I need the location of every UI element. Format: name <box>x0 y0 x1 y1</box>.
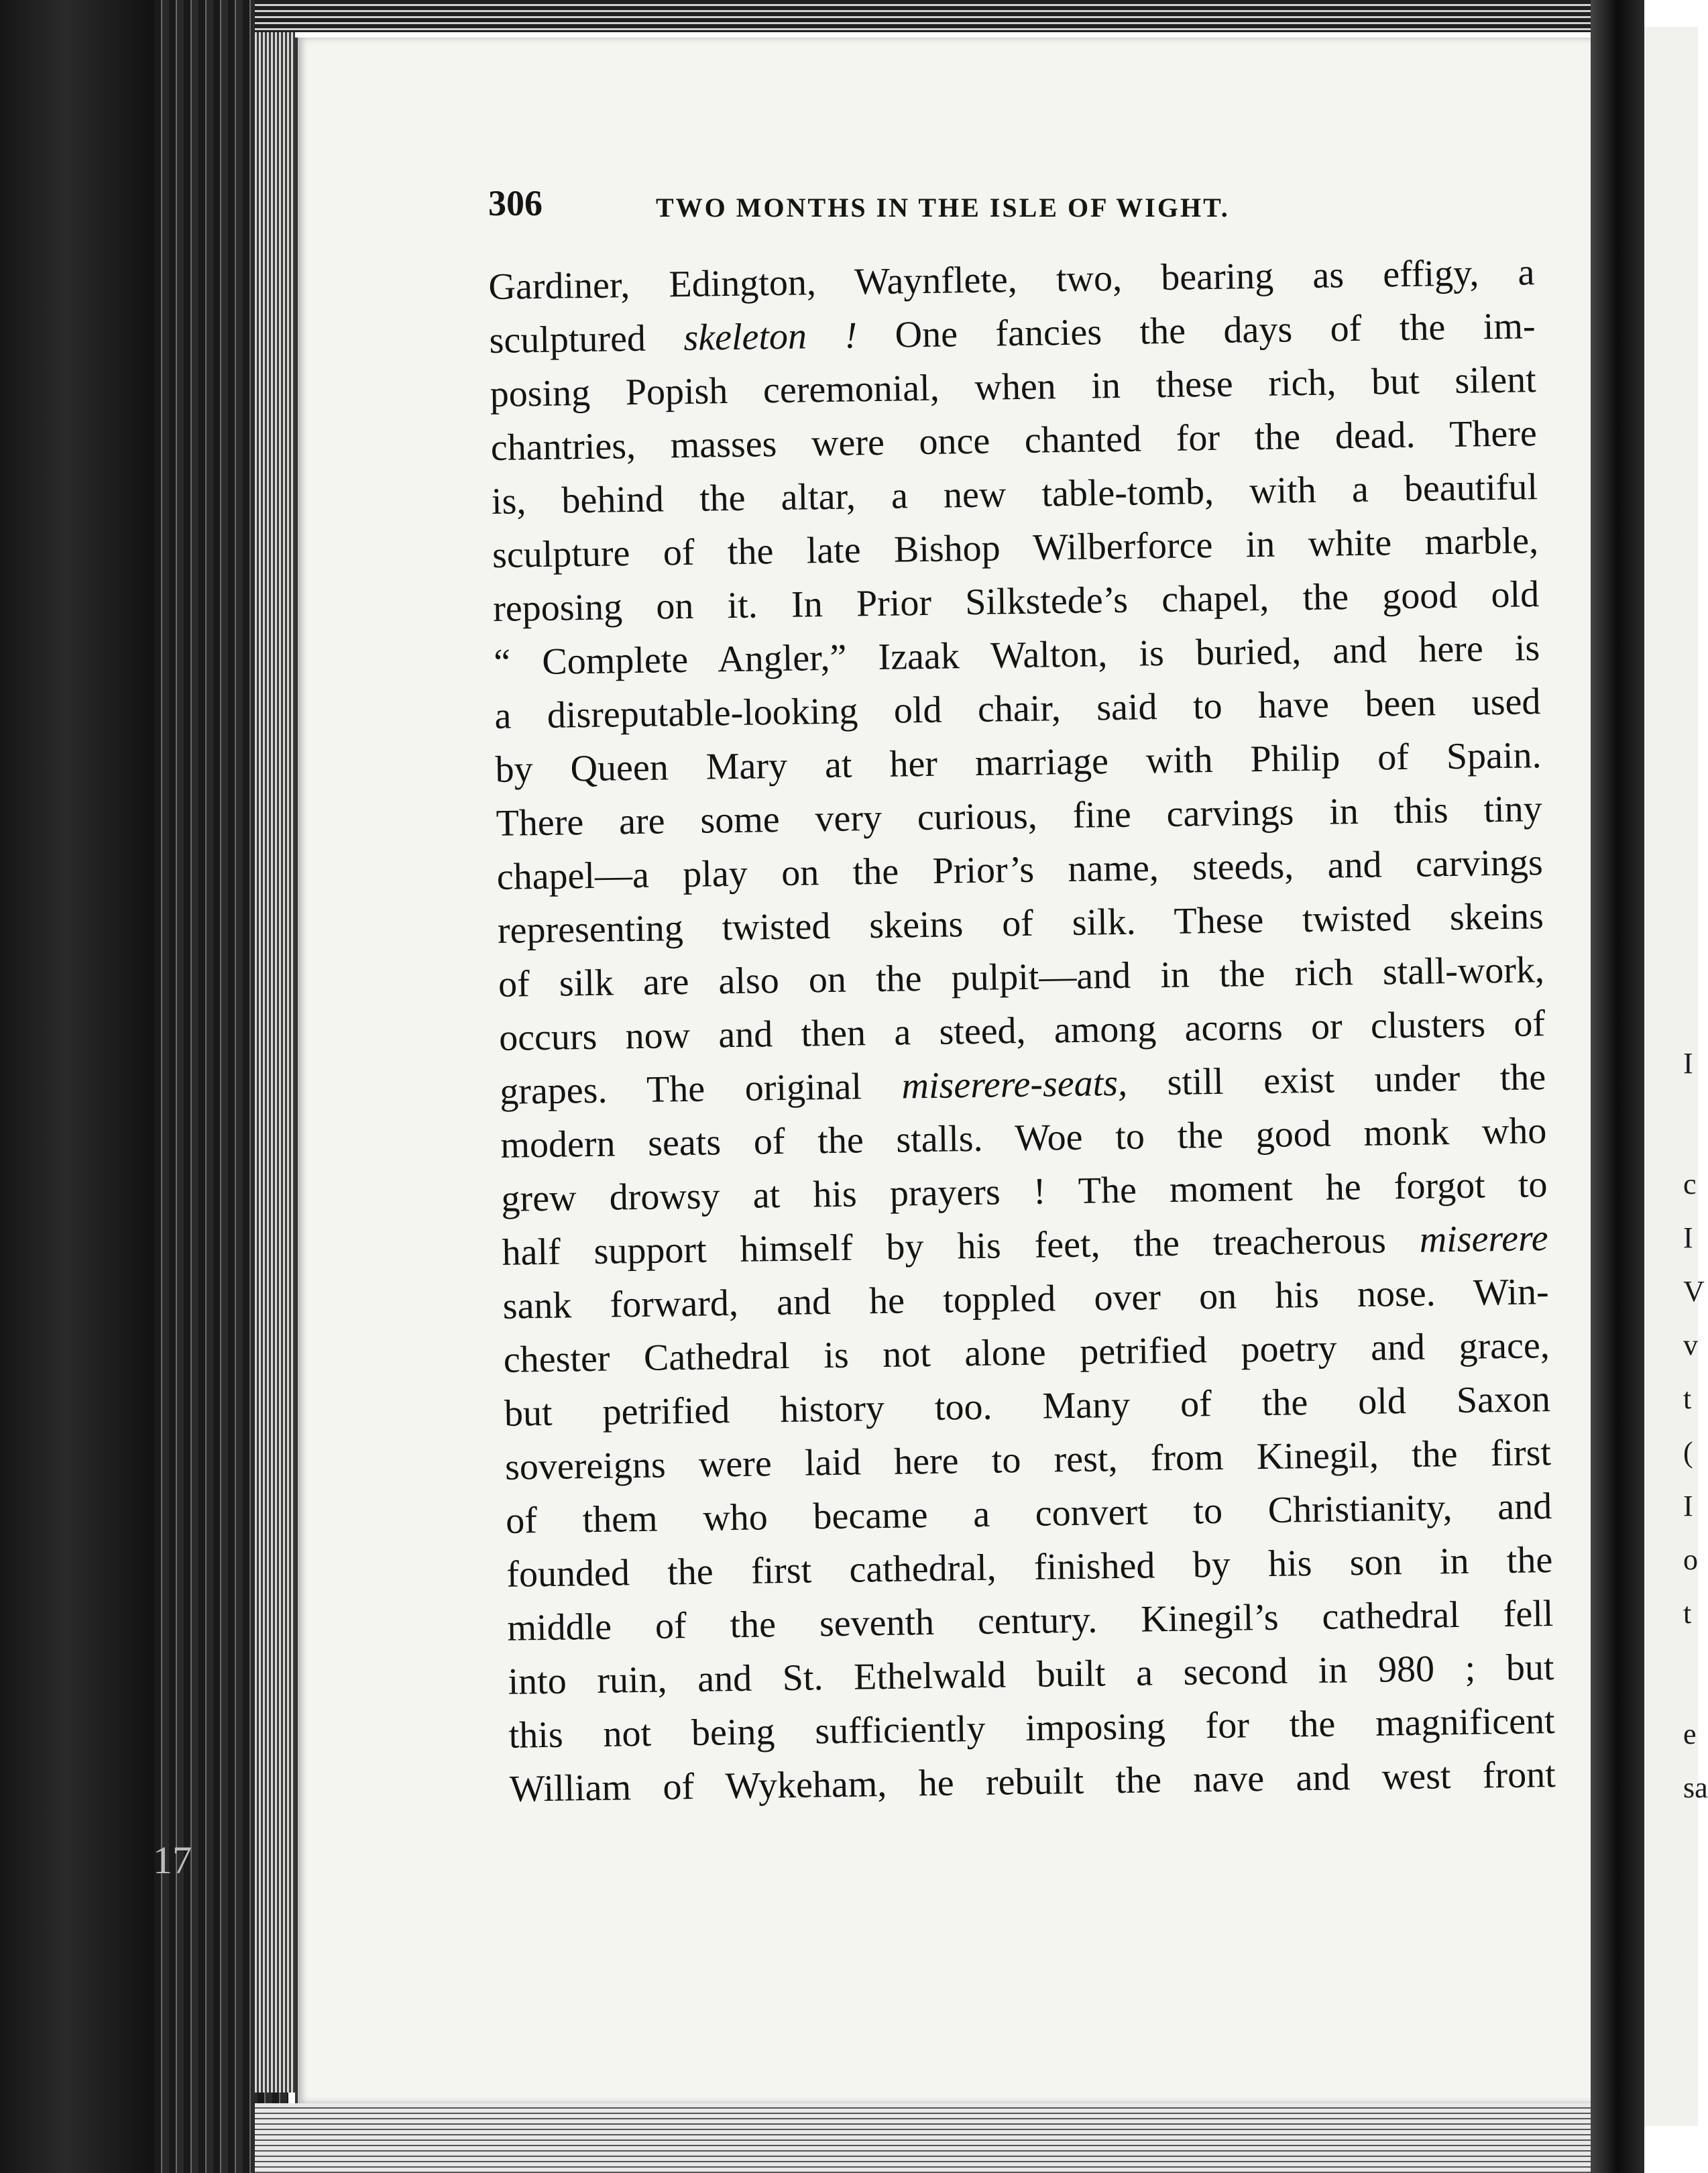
line-text: “ Complete Angler,” Izaak Walton, is buried, and here is <box>493 627 1540 683</box>
stack-mark: 17 <box>153 1838 192 1882</box>
top-page-edge <box>255 0 1596 32</box>
line-text: is, behind the altar, a new table-tomb, with a beautiful <box>491 466 1538 522</box>
line-text: posing Popish ceremonial, when in these rich, but silent <box>490 359 1537 415</box>
line-text: but petrified history too. Many of the old Saxon <box>504 1378 1551 1435</box>
italic-text: skeleton ! <box>683 315 858 359</box>
facing-page-letter: sa <box>1683 1771 1708 1804</box>
line-text: chantries, masses were once chanted for the dead. There <box>490 412 1538 469</box>
facing-page-letter: v <box>1683 1329 1698 1361</box>
line-text: still exist under the <box>1127 1056 1546 1104</box>
line-text: modern seats of the stalls. Woe to the good monk who <box>500 1110 1547 1166</box>
line-text: half support himself by his feet, the treacherous <box>502 1219 1420 1274</box>
book-gutter <box>1591 0 1644 2173</box>
line-text: William of Wykeham, he rebuilt the nave and west front <box>509 1753 1556 1810</box>
facing-page-letter: o <box>1683 1543 1698 1576</box>
book-binding <box>0 0 161 2173</box>
running-head: TWO MONTHS IN THE ISLE OF WIGHT. <box>656 192 1230 223</box>
facing-page-letter: t <box>1683 1597 1692 1630</box>
line-text: Gardiner, Edington, Waynflete, two, bearing as effigy, a <box>488 252 1535 308</box>
bottom-page-edge <box>255 2103 1596 2173</box>
line-text: of them who became a convert to Christianity, and <box>505 1486 1552 1542</box>
italic-text: miserere-seats, <box>901 1062 1128 1107</box>
page-header <box>488 182 1427 236</box>
line-text: grapes. The original <box>499 1065 902 1113</box>
line-text: founded the first cathedral, finished by his son in the <box>506 1539 1553 1596</box>
line-text: sculpture of the late Bishop Wilberforce in white marble, <box>492 520 1539 576</box>
line-text: by Queen Mary at her marriage with Philip of Spain. <box>495 734 1542 791</box>
facing-page-letter: I <box>1683 1221 1693 1254</box>
facing-page-letter: I <box>1683 1047 1693 1080</box>
facing-page-letter: V <box>1683 1275 1705 1308</box>
line-text: reposing on it. In Prior Silkstede’s chapel, the good old <box>492 573 1540 630</box>
facing-page-letter: I <box>1683 1490 1693 1522</box>
page-stack-lines <box>255 27 295 2093</box>
facing-page-letter: e <box>1683 1718 1697 1750</box>
line-text: into ruin, and St. Ethelwald built a second in 980 ; but <box>508 1647 1554 1703</box>
facing-page-letter: ( <box>1683 1436 1693 1469</box>
line-text: representing twisted skeins of silk. These twisted skeins <box>497 895 1544 952</box>
line-text: a disreputable-looking old chair, said to have been used <box>494 681 1541 737</box>
body-text <box>488 245 1556 1816</box>
line-text: sculptured <box>489 317 684 361</box>
line-text: chester Cathedral is not alone petrified poetry and grace, <box>503 1325 1550 1381</box>
line-text: of silk are also on the pulpit—and in the rich stall-work, <box>498 949 1545 1005</box>
page-number: 306 <box>488 183 543 223</box>
line-text: grew drowsy at his prayers ! The moment he forgot to <box>501 1164 1548 1220</box>
line-text: chapel—a play on the Prior’s name, steeds, and carvings <box>496 842 1544 898</box>
line-text: sovereigns were laid here to rest, from Kinegil, the first <box>504 1432 1552 1488</box>
line-text: occurs now and then a steed, among acorns or clusters of <box>498 1003 1546 1059</box>
line-text: There are some very curious, fine carvings in this tiny <box>496 788 1543 844</box>
line-text: this not being sufficiently imposing for the magnificent <box>508 1700 1555 1757</box>
line-text: One fancies the days of the im- <box>856 305 1536 357</box>
line-text: middle of the seventh century. Kinegil’s cathedral fell <box>507 1593 1554 1649</box>
facing-page-letter: c <box>1683 1168 1697 1201</box>
italic-text: miserere <box>1419 1217 1548 1261</box>
facing-page-letter: t <box>1683 1382 1692 1415</box>
line-text: sank forward, and he toppled over on his nose. Win- <box>502 1271 1550 1327</box>
